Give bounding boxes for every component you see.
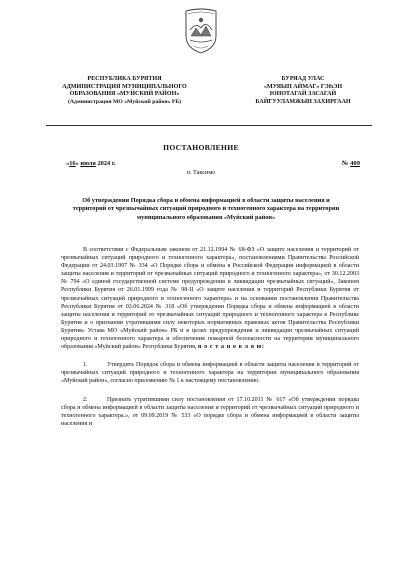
clause-1-text: Утвердить Порядок сбора и обмена информацией в области защиты населения и территорий от чрезвычайных ситуаций природного и техногенного характера на территории муниципального образования «Муйский район», согласно приложению № 1 к настоящему постановлению. [61,362,359,385]
header-left-block [52,76,197,106]
date-day: 16 [69,160,76,167]
place-of-issue: п. Таксимо [186,169,216,176]
document-number-value: 409 [350,160,360,167]
header-right-block [243,76,363,106]
clause-1 [61,361,359,385]
buryat-republic-name: БУРЯАД УЛАС [281,76,325,82]
republic-name: РЕСПУБЛИКА БУРЯТИЯ [87,76,162,82]
date-month: июля [80,160,96,167]
buryat-formation-line: ЮНОТАГАЙ ЗАСАГАЙ [269,91,337,98]
clause-2-text: Признать утратившими силу постановления от 17.10.2011 № 617 «Об утверждении порядка сбора и обмена информацией в области защиты населения и территорий от чрезвычайных ситуаций природного и техногенного характера.», от 09.09.2019 № 533 «О порядке сбора и обмена информацией в области защиты населения и [61,396,359,427]
decree-word: п о с т а н о в л я ю: [197,344,265,351]
buryat-district-line: «МУЯЫН АЙМАГ» ГЭҺЭН [263,83,343,90]
document-date: «16» июля 2024 г. [66,160,116,167]
document-subject: Об утверждении Порядка сбора и обмена информацией в области защиты населения и территорий от чрезвычайных ситуаций природного и техногенного характера на территории муниципального образования «Муйский район» [72,197,340,221]
document-body [61,246,359,428]
date-year: 2024 г. [97,160,116,167]
administration-abbrev: (Администрация МО «Муйский район» РБ) [67,98,182,105]
buryat-administration-line: БАЙГУУЛАМЖЫН ЗАХИРГААН [255,98,351,105]
clause-2-number: 2. [83,396,88,403]
coat-of-arms-emblem [182,8,220,54]
clause-2 [61,396,359,428]
header-divider [46,125,372,126]
document-title: ПОСТАНОВЛЕНИЕ [163,143,239,152]
preamble-paragraph: В соответствии с Федеральным законом от 21.12.1994 № 68-ФЗ «О защите населения и территорий от чрезвычайных ситуаций природного и техногенного характера», постановлениями Правительства Российской Федерации от 24.03.1997 № 334 «О Порядке сбора и обмена в Российской Федерации информацией в области защиты населения и территорий от чрезвычайных ситуаций природного и техногенного характера», от 30.12.2003 № 794 «О единой государственной системе предупреждения и ликвидации чрезвычайных ситуаций», Законом Республики Бурятия от 26.01.1999 года № 98-II «О защите населения и территорий Республики Бурятия от чрезвычайных ситуаций природного и техногенного характера» и на основании постановления Правительства Республики Бурятия от 03.06.2024 № 318 «Об утверждении Порядка сбора и обмена информацией в области защиты населения и территорий от чрезвычайных ситуаций природного и техногенного характера в Республике Бурятия и о признании утратившими силу некоторых нормативных правовых актов Правительства Республики Бурятия» Устава МО «Муйский район» РБ и в целях предупреждения и ликвидации чрезвычайных ситуаций природного и техногенного характера и обеспечения пожарной безопасности на территории муниципального образования «Муйский район» Республики Бурятия, п о с т а н о в л я ю: [61,247,359,351]
clause-1-number: 1. [83,362,88,369]
document-number: № 409 [341,160,360,167]
municipality-line: ОБРАЗОВАНИЯ «МУЙСКИЙ РАЙОН» [69,91,180,98]
administration-line: АДМИНИСТРАЦИЯ МУНИЦИПАЛЬНОГО [62,83,187,90]
